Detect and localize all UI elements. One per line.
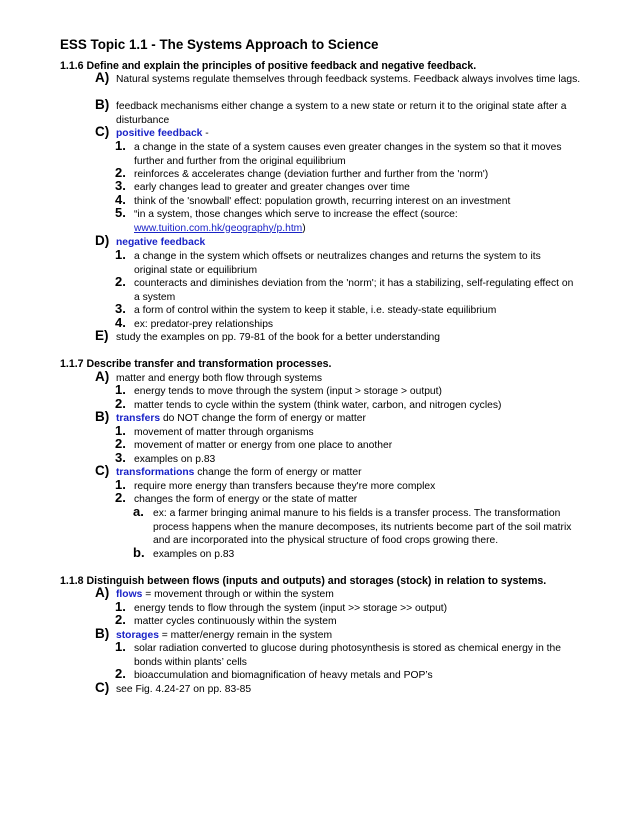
list-marker: A) — [95, 369, 110, 384]
list-marker: a. — [133, 504, 144, 519]
section-heading-1-1-7: 1.1.7 Describe transfer and transformation processes. — [60, 358, 332, 370]
item-1-1-6-c-2 — [115, 165, 575, 182]
item-1-1-7-a — [95, 369, 585, 386]
list-marker: 1. — [115, 639, 126, 654]
list-marker: 2. — [115, 274, 126, 289]
list-marker: 1. — [115, 382, 126, 397]
item-text: ex: a farmer bringing animal manure to his fields is a transfer process. The transformation process happens when the manure decomposes, its nutrients become part of the soil matrix and are incorporated into the physical structure of food crops growing there. — [153, 508, 572, 546]
item-text: matter cycles continuously within the system — [134, 616, 337, 627]
item-text: bioaccumulation and biomagnification of heavy metals and POP’s — [134, 670, 433, 681]
list-marker: 1. — [115, 423, 126, 438]
item-1-1-7-c-2-b — [133, 545, 578, 562]
list-marker: C) — [95, 463, 110, 478]
item-1-1-7-c-2-a — [133, 504, 578, 548]
list-marker: 2. — [115, 490, 126, 505]
item-1-1-7-a-1 — [115, 382, 575, 399]
quote-close: ) — [302, 222, 306, 234]
item-1-1-6-c-5 — [115, 205, 575, 235]
item-text: changes the form of energy or the state of matter — [134, 494, 358, 505]
item-1-1-8-a-1 — [115, 599, 575, 616]
item-1-1-6-c-1 — [115, 138, 575, 168]
item-1-1-8-b — [95, 626, 585, 643]
list-marker: 5. — [115, 205, 126, 220]
item-text: energy tends to move through the system (input > storage > output) — [134, 386, 442, 397]
term-storages: storages — [116, 630, 159, 641]
term-suffix: - — [202, 128, 209, 139]
item-1-1-8-a — [95, 585, 585, 602]
item-1-1-6-d-2 — [115, 274, 575, 304]
list-marker: 2. — [115, 436, 126, 451]
item-1-1-6-a — [95, 70, 585, 87]
item-text: movement of matter or energy from one place to another — [134, 440, 393, 451]
term-suffix: = movement through or within the system — [142, 589, 334, 600]
item-1-1-6-c-3 — [115, 178, 575, 195]
list-marker: 2. — [115, 165, 126, 180]
item-1-1-8-c — [95, 680, 585, 697]
item-text — [116, 629, 585, 643]
item-text: a change in the system which offsets or neutralizes changes and returns the system to its original state or equilibrium — [134, 251, 541, 276]
source-link[interactable]: www.tuition.com.hk/geography/p.htm — [134, 222, 303, 234]
item-1-1-6-b — [95, 97, 585, 127]
item-text — [116, 412, 585, 426]
term-suffix: do NOT change the form of energy or matter — [160, 413, 366, 424]
item-1-1-7-c-1 — [115, 477, 575, 494]
item-1-1-6-d — [95, 233, 585, 250]
item-1-1-8-b-2 — [115, 666, 575, 683]
list-marker: E) — [95, 328, 109, 343]
item-text: reinforces & accelerates change (deviation further and further from the 'norm') — [134, 169, 489, 180]
list-marker: B) — [95, 626, 110, 641]
item-text: energy tends to flow through the system (input >> storage >> output) — [134, 603, 448, 614]
item-text — [116, 236, 585, 250]
item-text: see Fig. 4.24-27 on pp. 83-85 — [116, 684, 252, 695]
section-heading-1-1-6: 1.1.6 Define and explain the principles of positive feedback and negative feedback. — [60, 60, 477, 72]
term-negative-feedback: negative feedback — [116, 237, 206, 248]
item-text: study the examples on pp. 79-81 of the book for a better understanding — [116, 332, 440, 343]
list-marker: 1. — [115, 599, 126, 614]
list-marker: D) — [95, 233, 110, 248]
list-marker: 3. — [115, 178, 126, 193]
list-marker: 3. — [115, 450, 126, 465]
item-text: require more energy than transfers because they're more complex — [134, 481, 436, 492]
item-text: Natural systems regulate themselves through feedback systems. Feedback always involves time lags. — [116, 74, 581, 85]
item-1-1-7-b-3 — [115, 450, 575, 467]
list-marker: A) — [95, 70, 110, 85]
item-1-1-6-c — [95, 124, 585, 141]
item-1-1-7-c-2 — [115, 490, 575, 507]
item-1-1-6-d-3 — [115, 301, 575, 318]
list-marker: b. — [133, 545, 145, 560]
list-marker: 2. — [115, 666, 126, 681]
list-marker: 1. — [115, 477, 126, 492]
item-text: feedback mechanisms either change a system to a new state or return it to the original state after a disturbance — [116, 101, 567, 126]
item-1-1-7-c — [95, 463, 585, 480]
item-text: think of the 'snowball' effect: population growth, recurring interest on an investment — [134, 196, 511, 207]
item-text: solar radiation converted to glucose during photosynthesis is stored as chemical energy in the bonds within plants’ cells — [134, 643, 561, 668]
term-positive-feedback: positive feedback — [116, 128, 203, 139]
item-text: examples on p.83 — [134, 454, 216, 465]
item-text: movement of matter through organisms — [134, 427, 314, 438]
list-marker: 4. — [115, 192, 126, 207]
item-text — [116, 127, 585, 141]
section-heading-1-1-8: 1.1.8 Distinguish between flows (inputs and outputs) and storages (stock) in relation to systems. — [60, 575, 547, 587]
item-1-1-7-b-1 — [115, 423, 575, 440]
page-title: ESS Topic 1.1 - The Systems Approach to Science — [60, 37, 379, 52]
term-suffix: change the form of energy or matter — [194, 467, 362, 478]
item-1-1-7-b — [95, 409, 585, 426]
item-text: a form of control within the system to keep it stable, i.e. steady-state equilibrium — [134, 305, 497, 316]
term-transformations: transformations — [116, 467, 195, 478]
quote-text: “in a system, those changes which serve to increase the effect (source: — [134, 209, 458, 220]
item-text: examples on p.83 — [153, 549, 235, 560]
list-marker: C) — [95, 680, 110, 695]
term-transfers: transfers — [116, 413, 161, 424]
item-1-1-6-d-4 — [115, 315, 575, 332]
item-text — [116, 466, 585, 480]
list-marker: B) — [95, 97, 110, 112]
item-1-1-6-e — [95, 328, 585, 345]
item-text: matter and energy both flow through systems — [116, 373, 323, 384]
term-suffix: = matter/energy remain in the system — [158, 630, 333, 641]
item-1-1-7-b-2 — [115, 436, 575, 453]
list-marker: B) — [95, 409, 110, 424]
list-marker: 4. — [115, 315, 126, 330]
item-text: counteracts and diminishes deviation from the 'norm'; it has a stabilizing, self-regulating effect on a system — [134, 278, 574, 303]
item-text — [134, 208, 575, 235]
item-1-1-8-b-1 — [115, 639, 575, 669]
item-1-1-7-a-2 — [115, 396, 575, 413]
list-marker: 3. — [115, 301, 126, 316]
item-text: matter tends to cycle within the system (think water, carbon, and nitrogen cycles) — [134, 400, 502, 411]
list-marker: 1. — [115, 138, 126, 153]
item-1-1-8-a-2 — [115, 612, 575, 629]
item-1-1-6-c-4 — [115, 192, 575, 209]
list-marker: A) — [95, 585, 110, 600]
list-marker: 1. — [115, 247, 126, 262]
item-text: ex: predator-prey relationships — [134, 319, 274, 330]
item-text: early changes lead to greater and greater changes over time — [134, 182, 410, 193]
item-text: a change in the state of a system causes even greater changes in the system so that it moves further and further from the original equilibrium — [134, 142, 562, 167]
term-flows: flows — [116, 589, 143, 600]
item-text — [116, 588, 585, 602]
item-1-1-6-d-1 — [115, 247, 575, 277]
list-marker: 2. — [115, 612, 126, 627]
list-marker: 2. — [115, 396, 126, 411]
list-marker: C) — [95, 124, 110, 139]
